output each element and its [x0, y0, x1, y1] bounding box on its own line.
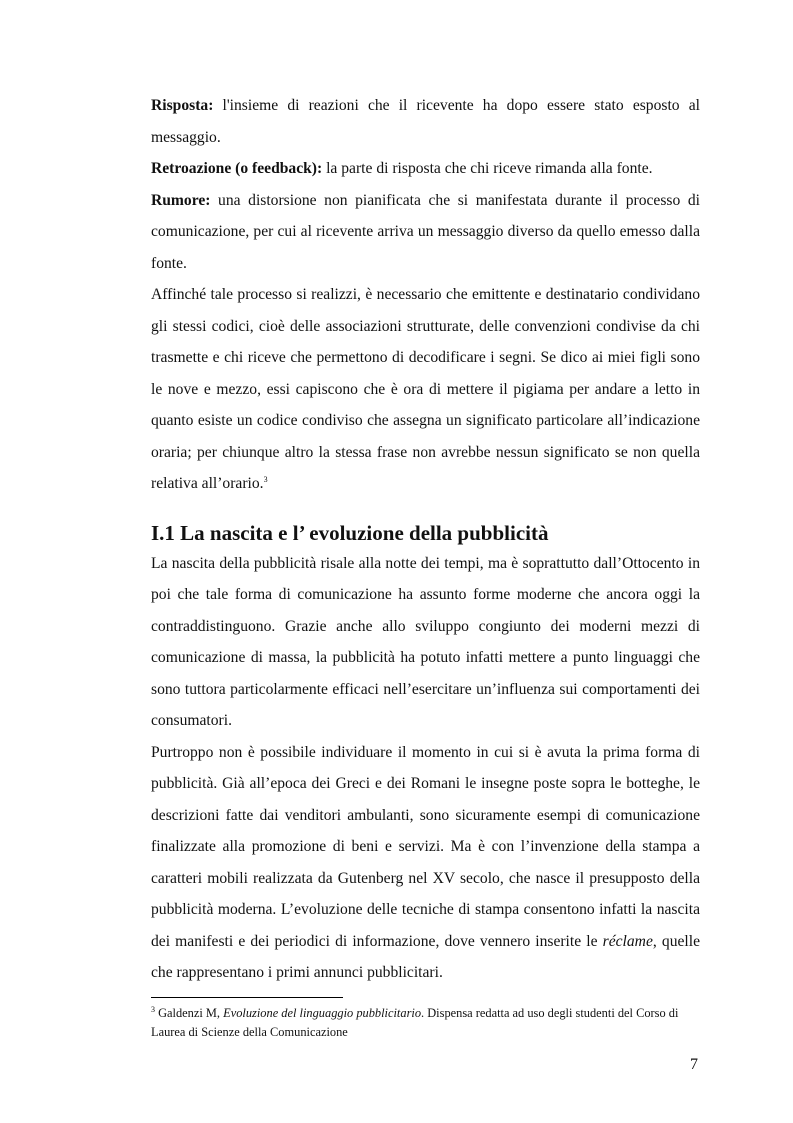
paragraph-nascita: La nascita della pubblicità risale alla notte dei tempi, ma è soprattutto dall’Ottocento in poi che tale forma di comunicazione ha assunto forme moderne che ancora oggi la contraddistinguono. Grazie anche allo sviluppo congiunto dei moderni mezzi di comunicazione di massa, la pubblicità ha potuto infatti mettere a punto linguaggi che sono tuttora particolarmente efficaci nell’esercitare un’influenza sui comportamenti dei consumatori. [151, 554, 700, 729]
definition-text: una distorsione non pianificata che si manifestata durante il processo di comunicazione, per cui al ricevente arriva un messaggio diverso da quello emesso dalla fonte. [151, 191, 700, 272]
section-heading: I.1 La nascita e l’ evoluzione della pubblicità [151, 520, 549, 545]
definition-risposta [151, 90, 700, 153]
footnote-title: Evoluzione del linguaggio pubblicitario [223, 1005, 422, 1020]
emphasis-reclame: réclame [602, 932, 653, 950]
definition-term: Retroazione (o feedback): [151, 160, 323, 177]
paragraph-codici: Affinché tale processo si realizzi, è necessario che emittente e destinatario condividano gli stessi codici, cioè delle associazioni strutturate, delle convenzioni condivise da chi trasmette e chi riceve che permettono di decodificare i segni. Se dico ai miei figli sono le nove e mezzo, essi capiscono che è ora di mettere il pigiama per andare a letto in quanto esiste un codice condiviso che assegna un significato particolare all’indicazione oraria; per chiunque altro la stessa frase non avrebbe nessun significato se non quella relativa all’orario.$^3$ [151, 286, 700, 492]
definition-term: Risposta: [151, 97, 214, 114]
definition-term: Rumore: [151, 191, 211, 209]
footnote-ref: 3 [263, 474, 268, 484]
page-body [151, 90, 700, 1042]
definition-rumore [151, 185, 700, 280]
definition-retroazione [151, 153, 700, 185]
definition-text: l'insieme di reazioni che il ricevente ha dopo essere stato esposto al messaggio. [151, 97, 700, 146]
definition-text: la parte di risposta che chi riceve rimanda alla fonte. [322, 160, 653, 177]
paragraph-storia: Purtroppo non è possibile individuare il momento in cui si è avuta la prima forma di pubblicità. Già all’epoca dei Greci e dei Romani le insegne poste sopra le botteghe, le descrizioni fatte dai venditori ambulanti, sono sicuramente esempi di comunicazione finalizzate alla promozione di beni e servizi. Ma è con l’invenzione della stampa a caratteri mobili realizzata da Gutenberg nel XV secolo, che nasce il presupposto della pubblicità moderna. L’evoluzione delle tecniche di stampa consentono infatti la nascita dei manifesti e dei periodici di informazione, dove vennero inserite le réclame, quelle che rappresentano i primi annunci pubblicitari. [151, 743, 700, 981]
page-number: 7 [690, 1056, 698, 1073]
footnote: $^3$ Galdenzi M, Evoluzione del linguaggio pubblicitario. Dispensa redatta ad uso degli studenti del Corso di Laurea di Scienze della Comunicazione [151, 1004, 679, 1039]
footnote-number: 3 [151, 1004, 155, 1014]
footnote-divider [151, 997, 343, 998]
